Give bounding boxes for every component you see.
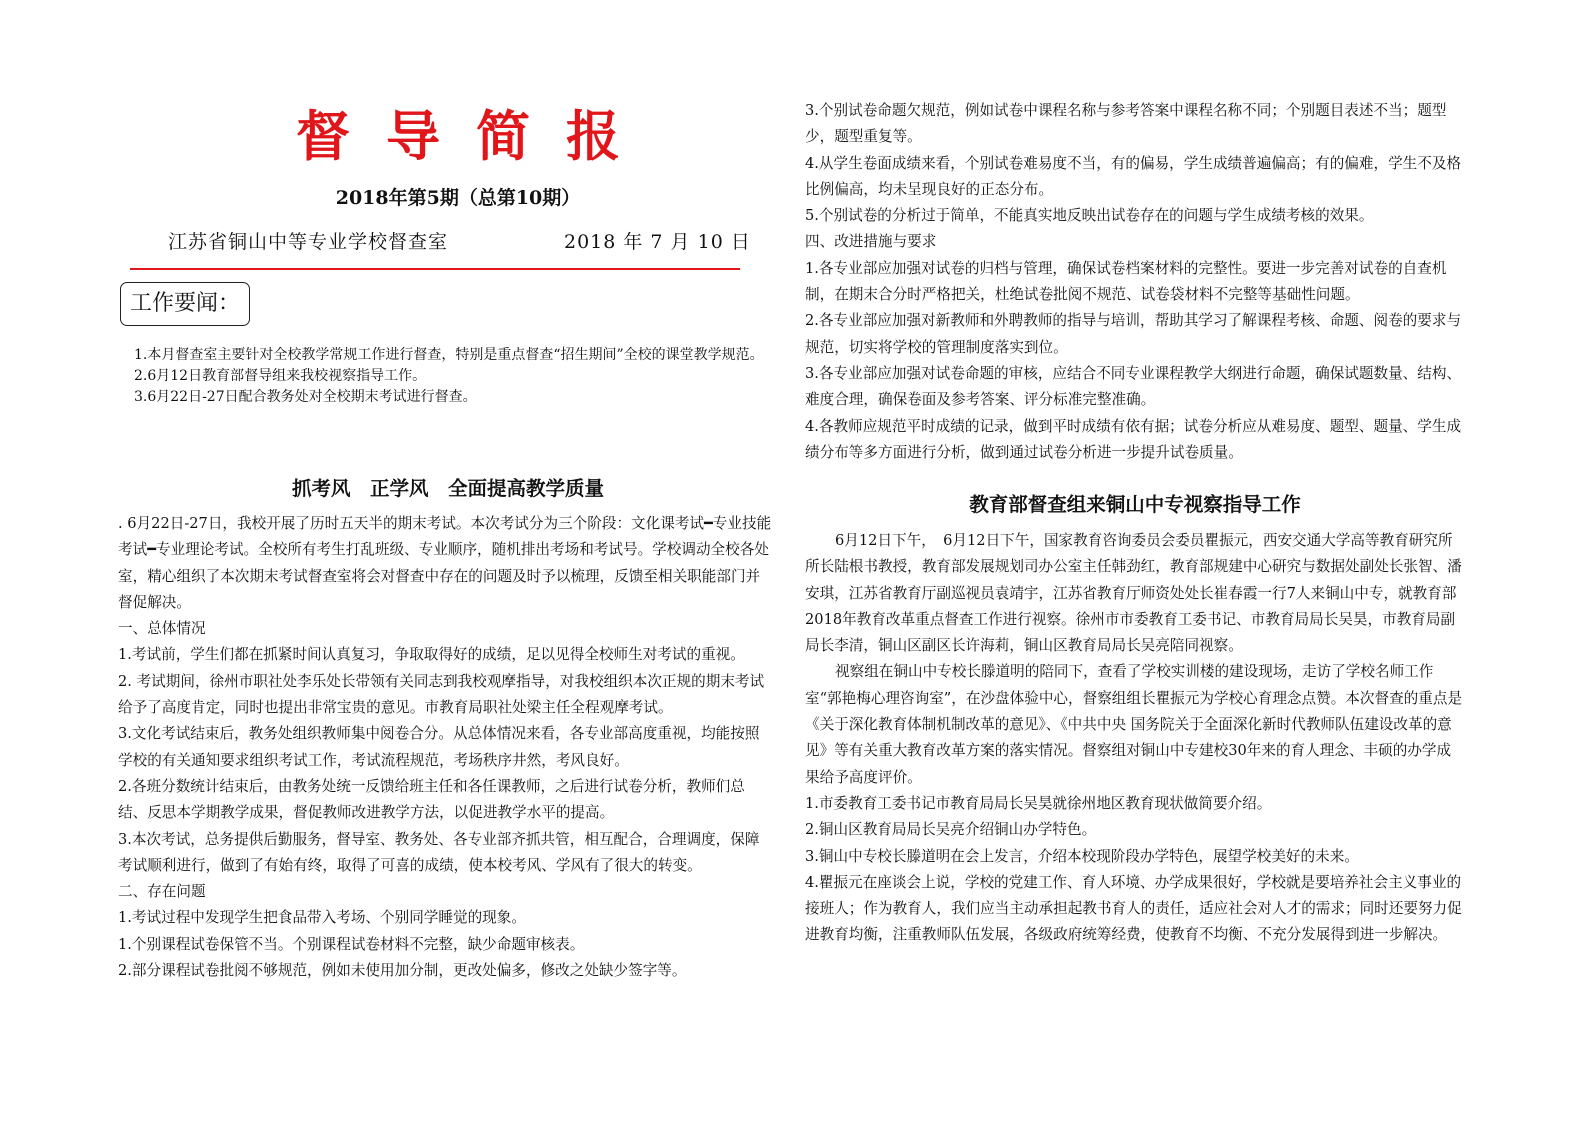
paragraph: 1.各专业部应加强对试卷的归档与管理，确保试卷档案材料的完整性。要进一步完善对试卷的自查机制，在期末合分时严格把关，杜绝试卷批阅不规范、试卷袋材料不完整等基础性问题。 bbox=[805, 259, 1447, 304]
masthead-divider bbox=[130, 268, 740, 270]
article2-body bbox=[805, 528, 1465, 949]
paragraph: 视察组在铜山中专校长滕道明的陪同下，查看了学校实训楼的建设现场，走访了学校名师工作室“郭艳梅心理咨询室”，在沙盘体验中心，督察组组长瞿振元为学校心育理念点赞。本次督查的重点是《关于深化教育体制机制改革的意见》、《中共中央 国务院关于全面深化新时代教师队伍建设改革的意见》等有关重大教育改革方案的落实情况。督察组对铜山中专建校30年来的育人理念、丰硕的办学成果给予高度评价。 bbox=[805, 663, 1463, 786]
paragraph: 3.铜山中专校长滕道明在会上发言，介绍本校现阶段办学特色，展望学校美好的未来。 bbox=[805, 847, 1359, 865]
section-heading: 四、改进措施与要求 bbox=[805, 233, 937, 251]
paragraph: 2. 考试期间，徐州市职社处李乐处长带领有关同志到我校观摩指导，对我校组织本次正规的期末考试给予了高度肯定，同时也提出非常宝贵的意见。市教育局职社处梁主任全程观摩考试。 bbox=[118, 672, 765, 717]
paragraph: 2.铜山区教育局局长吴亮介绍铜山办学特色。 bbox=[805, 821, 1097, 839]
paragraph: 1.市委教育工委书记市教育局局长吴昊就徐州地区教育现状做简要介绍。 bbox=[805, 794, 1272, 812]
paragraph: 2.部分课程试卷批阅不够规范，例如未使用加分制，更改处偏多，修改之处缺少签字等。 bbox=[118, 962, 687, 980]
publisher-org: 江苏省铜山中等专业学校督查室 bbox=[168, 231, 449, 253]
paragraph: 4.各教师应规范平时成绩的记录，做到平时成绩有依有据；试卷分析应从难易度、题型、题量、学生成绩分布等多方面进行分析，做到通过试卷分析进一步提升试卷质量。 bbox=[805, 417, 1462, 461]
paragraph: 3.本次考试，总务提供后勤服务，督导室、教务处、各专业部齐抓共管，相互配合，合理调度，保障考试顺利进行，做到了有始有终，取得了可喜的成绩，使本校考风、学风有了很大的转变。 bbox=[118, 830, 760, 874]
news-item: 2.6月12日教育部督导组来我校视察指导工作。 bbox=[134, 368, 427, 384]
article1-continued bbox=[805, 98, 1465, 466]
issue-number: 2018年第5期（总第10期） bbox=[335, 187, 581, 209]
paragraph: 1.考试过程中发现学生把食品带入考场、个别同学睡觉的现象。 bbox=[118, 909, 526, 927]
paragraph: 5.个别试卷的分析过于简单，不能真实地反映出试卷存在的问题与学生成绩考核的效果。 bbox=[805, 207, 1374, 225]
paragraph: 6月12日下午， 6月12日下午，国家教育咨询委员会委员瞿振元，西安交通大学高等教育研究所所长陆根书教授，教育部发展规划司办公室主任韩劲红，教育部规建中心研究与数据处副处长张智、潘安琪，江苏省教育厅副巡视员袁靖宇，江苏省教育厅师资处处长崔春霞一行7人来铜山中专，就教育部2018年教育改革重点督查工作进行视察。徐州市市委教育工委书记、市教育局局长吴昊，市教育局副局长李清，铜山区副区长许海莉，铜山区教育局局长吴亮陪同视察。 bbox=[805, 532, 1462, 655]
paragraph: 3.个别试卷命题欠规范，例如试卷中课程名称与参考答案中课程名称不同；个别题目表述不当；题型少，题型重复等。 bbox=[805, 102, 1447, 146]
news-item: 1.本月督查室主要针对全校教学常规工作进行督查，特别是重点督查“招生期间”全校的课堂教学规范。 bbox=[134, 347, 764, 363]
article2-title: 教育部督查组来铜山中专视察指导工作 bbox=[969, 493, 1301, 516]
publish-date: 2018 年 7 月 10 日 bbox=[564, 231, 751, 253]
section-heading: 一、总体情况 bbox=[118, 620, 206, 638]
paragraph: . 6月22日-27日，我校开展了历时五天半的期末考试。本次考试分为三个阶段：文化课考试━专业技能考试━专业理论考试。全校所有考生打乱班级、专业顺序，随机排出考场和考试号。学校调动全校各处室，精心组织了本次期末考试督查室将会对督查中存在的问题及时予以梳理，反馈至相关职能部门并督促解决。 bbox=[118, 515, 772, 611]
article1-title: 抓考风 正学风 全面提高教学质量 bbox=[291, 477, 604, 500]
news-item: 3.6月22日-27日配合教务处对全校期末考试进行督查。 bbox=[134, 389, 477, 405]
paragraph: 2.各班分数统计结束后，由教务处统一反馈给班主任和各任课教师，之后进行试卷分析，教师们总结、反思本学期教学成果，督促教师改进教学方法，以促进教学水平的提高。 bbox=[118, 777, 745, 822]
paragraph: 1.个别课程试卷保管不当。个别课程试卷材料不完整，缺少命题审核表。 bbox=[118, 935, 585, 953]
paragraph: 2.各专业部应加强对新教师和外聘教师的指导与培训，帮助其学习了解课程考核、命题、阅卷的要求与规范，切实将学校的管理制度落实到位。 bbox=[805, 312, 1462, 356]
paragraph: 1.考试前，学生们都在抓紧时间认真复习，争取取得好的成绩，足以见得全校师生对考试的重视。 bbox=[118, 646, 745, 664]
paragraph: 3.各专业部应加强对试卷命题的审核，应结合不同专业课程教学大纲进行命题，确保试题数量、结构、难度合理，确保卷面及参考答案、评分标准完整准确。 bbox=[805, 364, 1462, 409]
article1-body bbox=[118, 511, 773, 984]
paragraph: 4.从学生卷面成绩来看，个别试卷难易度不当，有的偏易，学生成绩普遍偏高；有的偏难，学生不及格比例偏高，均未呈现良好的正态分布。 bbox=[805, 154, 1462, 198]
work-news-heading: 工作要闻： bbox=[120, 282, 250, 326]
paragraph: 4.瞿振元在座谈会上说，学校的党建工作、育人环境、办学成果很好，学校就是要培养社会主义事业的接班人；作为教育人，我们应当主动承担起教书育人的责任，适应社会对人才的需求；同时还要努力促进教育均衡，注重教师队伍发展，各级政府统筹经费，使教育不均衡、不充分发展得到进一步解决。 bbox=[805, 873, 1462, 944]
newsletter-title: 督导简报 bbox=[296, 104, 656, 168]
paragraph: 3.文化考试结束后，教务处组织教师集中阅卷合分。从总体情况来看，各专业部高度重视，均能按照学校的有关通知要求组织考试工作，考试流程规范，考场秩序井然，考风良好。 bbox=[118, 725, 760, 769]
section-heading: 二、存在问题 bbox=[118, 883, 206, 901]
work-news-list bbox=[118, 345, 778, 408]
